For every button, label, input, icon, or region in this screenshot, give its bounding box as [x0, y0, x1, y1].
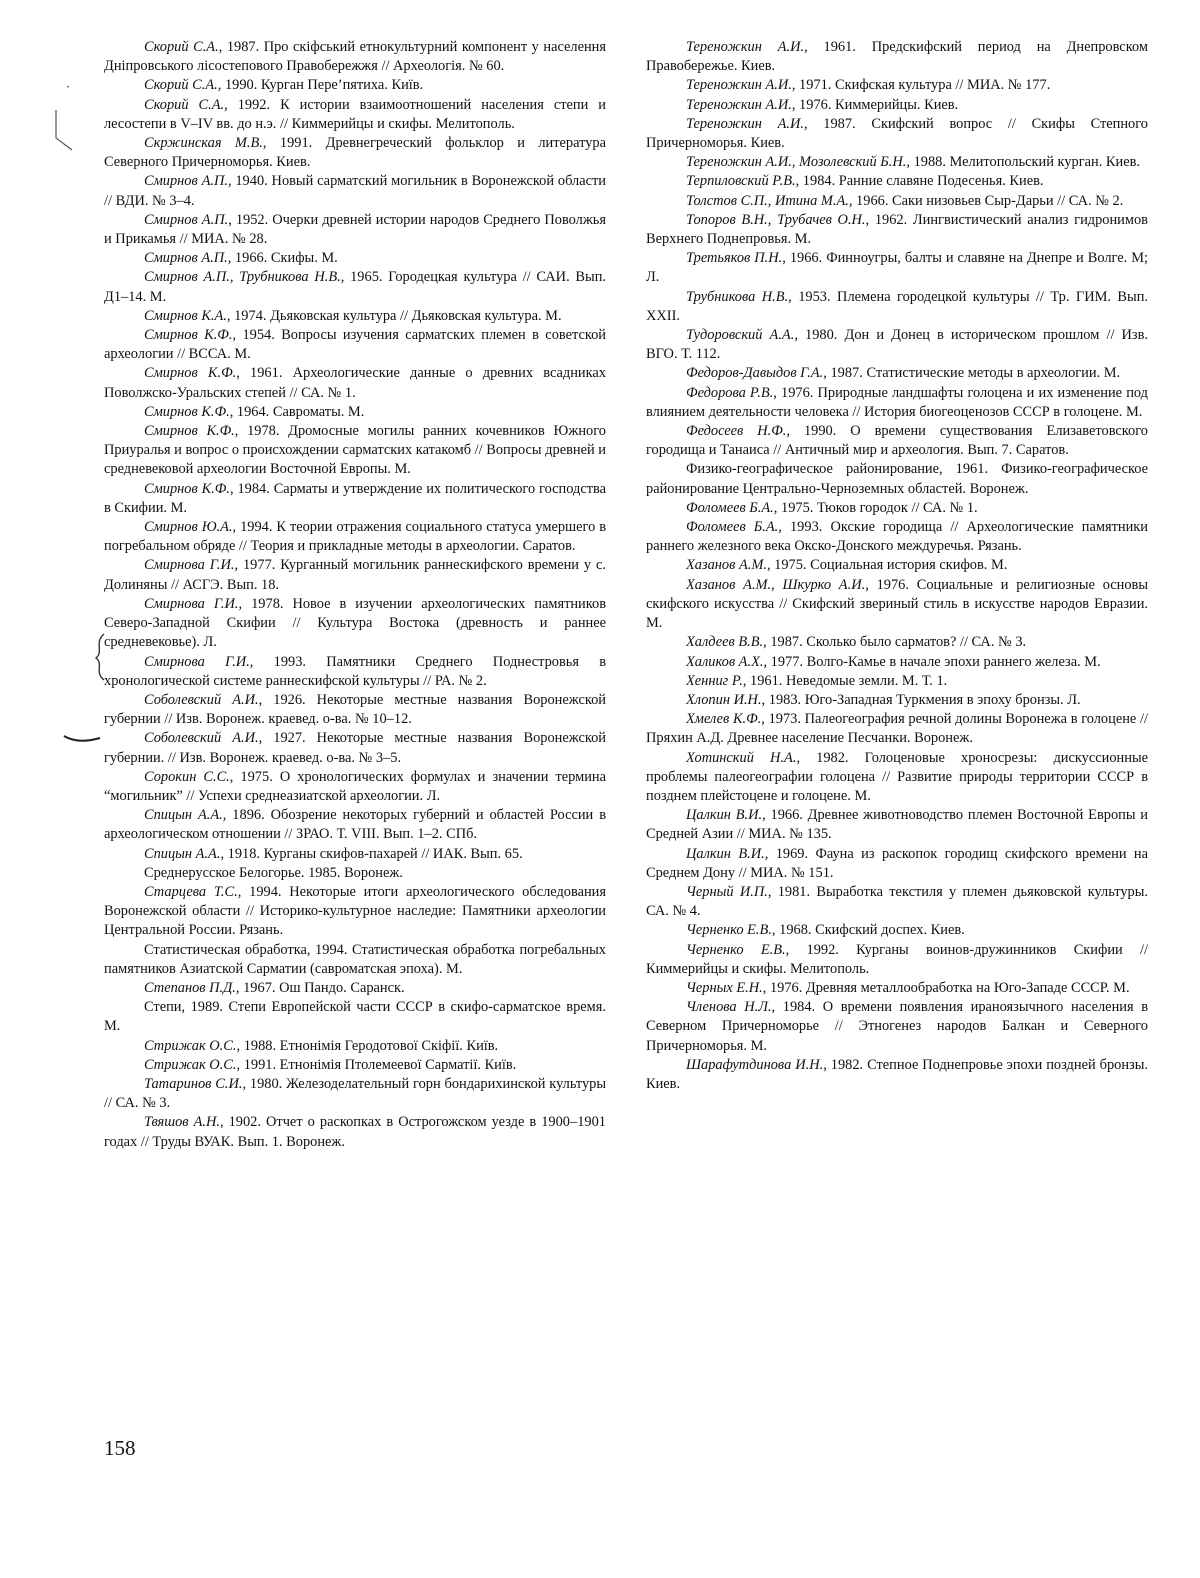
- bibliography-entry: [646, 192, 1148, 211]
- bibliography-entry: [104, 979, 606, 998]
- entry-author: Халдеев В.В.: [686, 634, 764, 651]
- bibliography-entry: [104, 326, 606, 364]
- entry-text: , 1961. Неведомые земли. М. Т. 1.: [742, 672, 948, 689]
- entry-author: Стрижак О.С.: [144, 1056, 237, 1073]
- entry-text: Степи, 1989. Степи Европейской части СССР в скифо-сарматское время. М.: [104, 999, 606, 1035]
- entry-text: , 1992. Курганы воинов-дружинников Скифии // Киммерийцы и скифы. Мелитополь.: [646, 941, 1148, 977]
- entry-text: , 1988. Мелитопольский курган. Киев.: [906, 154, 1140, 171]
- entry-author: Смирнов К.Ф.: [144, 480, 230, 497]
- bibliography-entry: [646, 845, 1148, 883]
- bibliography-entry: [646, 710, 1148, 748]
- entry-text: , 1896. Обозрение некоторых губерний и областей России в археологическом отношении // ЗРАО. Т. VIII. Вып. 1–2. СПб.: [104, 807, 606, 843]
- entry-text: , 1965. Городецкая культура // САИ. Вып. Д1–14. М.: [104, 269, 606, 305]
- entry-text: , 1980. Железоделательный горн бондарихинской культуры // СА. № 3.: [104, 1075, 607, 1112]
- entry-author: Смирнов А.П.: [144, 173, 228, 190]
- page-number: 158: [104, 1436, 136, 1460]
- bibliography-entry: [646, 998, 1148, 1056]
- entry-text: , 1987. Скифский вопрос // Скифы Степного Причерноморья. Киев.: [646, 115, 1148, 152]
- bibliography-entry: [104, 691, 606, 729]
- entry-text: , 1992. К истории взаимоотношений населения степи и лесостепи в V–IV вв. до н.э. // Киммерийцы и скифы. Мелитополь.: [104, 96, 607, 132]
- entry-author: Федосеев Н.Ф.: [686, 423, 787, 440]
- bibliography-entry: [646, 364, 1148, 383]
- bibliography-entry: [104, 768, 606, 806]
- entry-author: Скорий С.А.: [144, 39, 219, 55]
- entry-text: Среднерусское Белогорье. 1985. Воронеж.: [144, 864, 403, 881]
- bibliography-entry: [646, 883, 1148, 921]
- entry-author: Членова Н.Л.: [686, 999, 772, 1016]
- entry-text: , 1994. Некоторые итоги археологического обследования Воронежской области // Историко-культурное наследие: Памятники археологии Центральной России. Рязань.: [104, 883, 606, 939]
- bibliography-entry: [104, 211, 606, 249]
- entry-text: , 1976. Древняя металлообработка на Юго-Западе СССР. М.: [762, 979, 1130, 996]
- entry-text: , 1991. Древнегреческий фольклор и литература Северного Причерноморья. Киев.: [104, 135, 606, 171]
- entry-author: Степанов П.Д.: [144, 979, 236, 996]
- entry-author: Смирнов А.П.: [144, 211, 229, 228]
- entry-text: , 1987. Про скiфський етнокультурний компонент у населення Днiпровського лiсостепового Правобережжя // Археологiя. № 60.: [104, 39, 606, 75]
- entry-text: , 1927. Некоторые местные названия Воронежской губернии. // Изв. Воронеж. краевед. о-ва. № 3–5.: [104, 730, 606, 766]
- bibliography-entry: [104, 134, 606, 172]
- entry-text: , 1983. Юго-Западная Туркмения в эпоху бронзы. Л.: [761, 691, 1081, 708]
- entry-text: , 1976. Киммерийцы. Киев.: [791, 96, 959, 113]
- entry-text: , 1926. Некоторые местные названия Воронежской губернии // Изв. Воронеж. краевед. о-ва. № 10–12.: [104, 691, 606, 728]
- entry-author: Терпиловский Р.В.: [686, 173, 796, 190]
- bibliography-entry: [646, 921, 1148, 940]
- entry-text: , 1962. Лингвистический анализ гидронимов Верхнего Поднепровья. М.: [646, 211, 1148, 248]
- bibliography-entry: [646, 249, 1148, 287]
- entry-text: , 1918. Курганы скифов-пахарей // ИАК. Вып. 65.: [220, 845, 523, 862]
- entry-author: Смирнов К.Ф.: [144, 403, 230, 420]
- bibliography-entry: [646, 979, 1148, 998]
- entry-text: , 1967. Ош Пандо. Саранск.: [235, 979, 405, 996]
- entry-author: Черненко Е.В.: [686, 922, 772, 939]
- entry-author: Смирнова Г.И.: [144, 595, 239, 612]
- entry-author: Хазанов А.М., Шкурко А.И.: [686, 576, 866, 593]
- bibliography-entry: [646, 153, 1148, 172]
- entry-text: , 1982. Голоценовые хроносрезы: дискуссионные проблемы палеогеографии голоцена // Развитие природы территории СССР в позднем плейстоцене и голоцене. М.: [646, 749, 1148, 804]
- entry-author: Шарафутдинова И.Н.: [686, 1056, 824, 1073]
- entry-author: Соболевский А.И.: [144, 730, 259, 747]
- entry-author: Черных Е.Н.: [686, 979, 763, 996]
- bibliography-entry: [104, 806, 606, 844]
- bibliography-entry: [646, 941, 1148, 979]
- bibliography-entry: [104, 249, 606, 268]
- entry-text: , 1953. Племена городецкой культуры // Тр. ГИМ. Вып. XXII.: [646, 288, 1148, 324]
- entry-text: , 1994. К теории отражения социального статуса умершего в погребальном обряде // Теория и прикладные методы в археологии. Саратов.: [104, 519, 606, 555]
- bibliography-entry: [104, 403, 606, 422]
- bibliography-entry: [646, 499, 1148, 518]
- entry-author: Хмелев К.Ф.: [686, 711, 762, 728]
- entry-author: Спицын А.А.: [144, 807, 223, 824]
- entry-text: , 1990. О времени существования Елизаветовского городища и Танаиса // Античный мир и археология. Вып. 7. Саратов.: [646, 423, 1148, 459]
- entry-author: Татаринов С.И.: [144, 1075, 243, 1092]
- entry-text: , 1961. Предскифский период на Днепровском Правобережье. Киев.: [646, 39, 1148, 75]
- bibliography-entry: [646, 691, 1148, 710]
- entry-author: Смирнова Г.И.: [144, 557, 235, 574]
- entry-text: , 1984. Сарматы и утверждение их политического господства в Скифии. М.: [104, 480, 606, 516]
- entry-author: Тудоровский А.А.: [686, 327, 795, 344]
- entry-author: Черненко Е.В.: [686, 941, 786, 958]
- entry-text: , 1974. Дьяковская культура // Дьяковская культура. М.: [226, 307, 562, 324]
- bibliography-entry: [104, 76, 606, 95]
- bibliography-entry: [646, 518, 1148, 556]
- entry-author: Хазанов А.М.: [686, 557, 767, 574]
- entry-author: Тереножкин А.И.: [686, 115, 804, 132]
- entry-text: , 1954. Вопросы изучения сарматских племен в советской археологии // ВССА. М.: [104, 327, 606, 363]
- entry-text: , 1977. Курганный могильник раннескифского времени у с. Долиняны // АСГЭ. Вып. 18.: [104, 557, 607, 593]
- entry-author: Смирнов К.А.: [144, 307, 227, 324]
- entry-text: , 1982. Степное Поднепровье эпохи поздней бронзы. Киев.: [646, 1056, 1148, 1092]
- bibliography-entry: [104, 729, 606, 767]
- entry-author: Третьяков П.Н.: [686, 250, 783, 267]
- bibliography-entry: [646, 384, 1148, 422]
- entry-text: , 1977. Волго-Камье в начале эпохи раннего железа. М.: [763, 653, 1101, 670]
- bibliography-entry: [104, 998, 606, 1036]
- bibliography-entry: [104, 480, 606, 518]
- bibliography-entry: [646, 1056, 1148, 1094]
- entry-text: , 1976. Природные ландшафты голоцена и их изменение под влиянием деятельности человека // История биогеоценозов СССР в голоцене. М.: [646, 384, 1148, 420]
- entry-text: , 1966. Финноугры, балты и славяне на Днепре и Волге. М; Л.: [646, 250, 1148, 286]
- entry-author: Скорий С.А.: [144, 96, 225, 113]
- right-column: [646, 38, 1148, 1094]
- entry-author: Смирнов К.Ф.: [144, 423, 235, 440]
- bibliography-entry: [646, 96, 1148, 115]
- entry-author: Старцева Т.С.: [144, 883, 238, 900]
- entry-text: , 1990. Курган Пере’пятиха. Київ.: [217, 77, 424, 94]
- entry-text: , 1984. О времени появления ираноязычного населения в Северном Причерноморье // Этногенез народов Балкан и Северного Причерноморья. М.: [646, 999, 1148, 1054]
- entry-author: Цалкин В.И.: [686, 807, 763, 824]
- bibliography-entry: [104, 96, 606, 134]
- bibliography-entry: [646, 422, 1148, 460]
- bibliography-entry: [104, 864, 606, 883]
- bibliography-entry: [104, 941, 606, 979]
- bibliography-entry: [104, 307, 606, 326]
- entry-author: Скржинская М.В.: [144, 135, 263, 152]
- bibliography-entry: [104, 1113, 606, 1151]
- margin-pencil-bracket: [48, 108, 78, 154]
- bibliography-entry: [104, 556, 606, 594]
- bibliography-entry: [104, 845, 606, 864]
- entry-text: , 1987. Статистические методы в археологии. М.: [823, 365, 1121, 382]
- entry-author: Смирнов К.Ф.: [144, 327, 233, 344]
- entry-text: , 1969. Фауна из раскопок городищ скифского времени на Среднем Дону // МИА. № 151.: [646, 845, 1148, 881]
- entry-author: Соболевский А.И.: [144, 691, 259, 708]
- margin-pencil-arrow: [62, 728, 102, 752]
- entry-text: Физико-географическое районирование, 1961. Физико-географическое районирование Центрально-Черноземных областей. Воронеж.: [646, 461, 1148, 497]
- entry-text: , 1964. Савроматы. М.: [229, 403, 365, 420]
- entry-text: , 1975. Тюков городок // СА. № 1.: [773, 499, 978, 516]
- entry-author: Стрижак О.С.: [144, 1037, 237, 1054]
- entry-author: Смирнов Ю.А.: [144, 519, 233, 536]
- entry-text: , 1993. Памятники Среднего Поднестровья в хронологической системе раннескифской культуры // РА. № 2.: [104, 653, 607, 689]
- entry-text: , 1987. Сколько было сарматов? // СА. № 3.: [763, 634, 1027, 651]
- bibliography-entry: [104, 364, 606, 402]
- bibliography-entry: [104, 1075, 606, 1113]
- bibliography-entry: [646, 672, 1148, 691]
- bibliography-entry: [646, 172, 1148, 191]
- bibliography-entry: [104, 653, 606, 691]
- bibliography-entry: [646, 653, 1148, 672]
- entry-author: Смирнов А.П., Трубникова Н.В.: [144, 269, 341, 286]
- entry-author: Скорий С.А.: [144, 77, 218, 94]
- bibliography-entry: [646, 326, 1148, 364]
- entry-author: Хотинский Н.А.: [686, 749, 797, 766]
- entry-text: , 1966. Скифы. М.: [227, 250, 338, 267]
- entry-author: Тереножкин А.И., Мозолевский Б.Н.: [686, 154, 907, 171]
- entry-author: Фоломеев Б.А.: [686, 499, 774, 516]
- entry-author: Халиков А.Х.: [686, 653, 764, 670]
- bibliography-entry: [104, 883, 606, 941]
- entry-text: , 1971. Скифская культура // МИА. № 177.: [791, 77, 1051, 94]
- bibliography-entry: [104, 595, 606, 653]
- bibliography-entry: [646, 115, 1148, 153]
- entry-text: , 1975. О хронологических формулах и значении термина “могильник” // Успехи среднеазиатской археологии. Л.: [104, 768, 606, 804]
- bibliography-entry: [646, 576, 1148, 634]
- bibliography-entry: [646, 288, 1148, 326]
- entry-text: , 1978. Новое в изучении археологических памятников Северо-Западной Скифии // Культура Востока (древность и раннее средневековье). Л.: [104, 595, 607, 651]
- bibliography-entry: [104, 1056, 606, 1075]
- entry-text: , 1973. Палеогеография речной долины Воронежа в голоцене // Пряхин А.Д. Древнее население Песчанки. Воронеж.: [646, 711, 1148, 747]
- entry-text: , 1968. Скифский доспех. Киев.: [771, 922, 965, 939]
- entry-text: , 1978. Дромосные могилы ранних кочевников Южного Приуралья и вопрос о происхождении сарматских катакомб // Вопросы древней и средневековой археологии Восточной Европы. М.: [104, 423, 606, 478]
- entry-author: Фоломеев Б.А.: [686, 519, 779, 536]
- entry-author: Тереножкин А.И.: [686, 96, 792, 113]
- bibliography-entry: [646, 38, 1148, 76]
- bibliography-entry: [646, 633, 1148, 652]
- entry-author: Смирнов А.П.: [144, 250, 228, 267]
- bibliography-entry: [646, 749, 1148, 807]
- entry-text: , 1952. Очерки древней истории народов Среднего Поволжья и Прикамья // МИА. № 28.: [104, 211, 606, 248]
- bibliography-entry: [104, 422, 606, 480]
- entry-text: , 1980. Дон и Донец в историческом прошлом // Изв. ВГО. Т. 112.: [646, 327, 1149, 363]
- entry-author: Черный И.П.: [686, 883, 768, 900]
- entry-text: , 1975. Социальная история скифов. М.: [766, 557, 1008, 574]
- bibliography-entry: [646, 806, 1148, 844]
- entry-author: Цалкин В.И.: [686, 845, 765, 862]
- entry-text: , 1984. Ранние славяне Подесенья. Киев.: [795, 173, 1044, 190]
- entry-author: Толстов С.П., Итина М.А.: [686, 192, 849, 209]
- entry-text: , 1966. Саки низовьев Сыр-Дарьи // СА. № 2.: [848, 192, 1124, 209]
- entry-text: , 1981. Выработка текстиля у племен дьяковской культуры. СА. № 4.: [646, 883, 1149, 920]
- entry-author: Тереножкин А.И.: [686, 77, 792, 94]
- entry-author: Спицын А.А.: [144, 845, 221, 862]
- bibliography-entry: [104, 1037, 606, 1056]
- left-column: [104, 38, 606, 1152]
- entry-author: Федоров-Давыдов Г.А.: [686, 365, 824, 382]
- entry-text: , 1940. Новый сарматский могильник в Воронежской области // ВДИ. № 3–4.: [104, 173, 606, 209]
- entry-text: , 1961. Археологические данные о древних всадниках Поволжско-Уральских степей // СА. № 1.: [104, 365, 606, 401]
- bibliography-entry: [104, 518, 606, 556]
- entry-text: , 1902. Отчет о раскопках в Острогожском уезде в 1900–1901 годах // Труды ВУАК. Вып. 1. Воронеж.: [104, 1114, 606, 1150]
- bibliography-entry: [104, 268, 606, 306]
- bibliography-entry: [646, 76, 1148, 95]
- entry-text: Статистическая обработка, 1994. Статистическая обработка погребальных памятников Азиатской Сарматии (савроматская эпоха). М.: [104, 941, 606, 977]
- entry-author: Смирнова Г.И.: [144, 653, 250, 670]
- entry-text: , 1988. Етнонiмiя Геродотової Скiфiї. Київ.: [236, 1037, 499, 1054]
- entry-text: , 1966. Древнее животноводство племен Восточной Европы и Средней Азии // МИА. № 135.: [646, 807, 1148, 843]
- entry-text: , 1976. Социальные и религиозные основы скифского искусства // Скифский звериный стиль в искусстве народов Евразии. М.: [646, 576, 1148, 632]
- entry-author: Трубникова Н.В.: [686, 288, 789, 305]
- entry-author: Хенниг Р.: [686, 672, 743, 689]
- entry-author: Смирнов К.Ф.: [144, 365, 237, 382]
- bibliography-entry: [646, 460, 1148, 498]
- entry-author: Твяшов А.Н.: [144, 1114, 220, 1131]
- bibliography-entry: [104, 172, 606, 210]
- entry-text: , 1993. Окские городища // Археологические памятники раннего железного века Окско-Донского междуречья. Рязань.: [646, 519, 1148, 555]
- bibliography-entry: [646, 211, 1148, 249]
- entry-author: Сорокин С.С.: [144, 768, 230, 785]
- entry-author: Топоров В.Н., Трубачев О.Н.: [686, 211, 866, 228]
- entry-author: Хлопин И.Н.: [686, 691, 762, 708]
- entry-text: , 1991. Етнонiмiя Птолемеевої Сарматiї. Київ.: [236, 1056, 517, 1073]
- entry-author: Федорова Р.В.: [686, 384, 774, 401]
- margin-pencil-mark: ·: [66, 80, 70, 94]
- bibliography-entry: [646, 556, 1148, 575]
- bibliography-entry: [104, 38, 606, 76]
- entry-author: Тереножкин А.И.: [686, 39, 805, 55]
